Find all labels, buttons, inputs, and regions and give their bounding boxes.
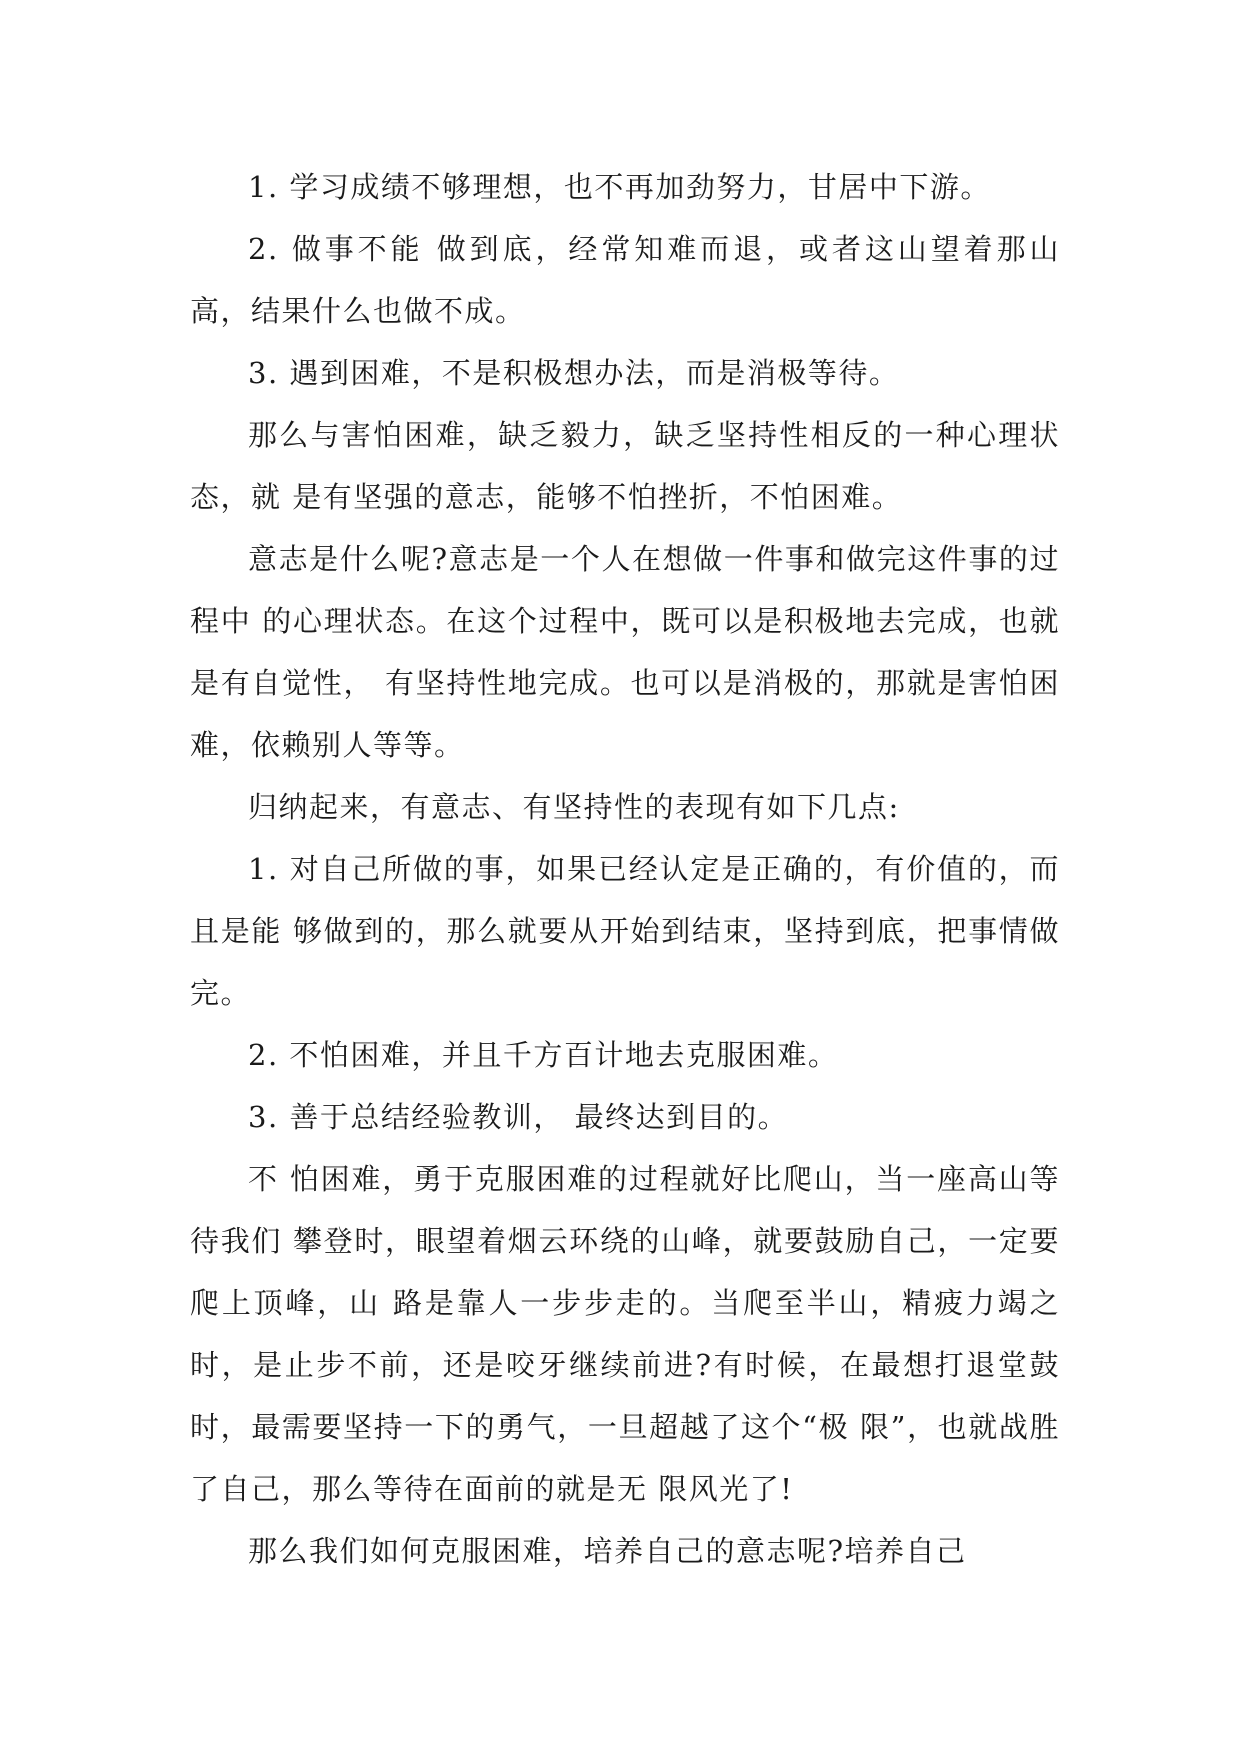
paragraph-7: 1. 对自己所做的事，如果已经认定是正确的，有价值的，而且是能 够做到的，那么就要从开始到结束，坚持到底，把事情做完。 bbox=[190, 852, 1060, 1010]
paragraph-10: 不 怕困难，勇于克服困难的过程就好比爬山，当一座高山等待我们 攀登时，眼望着烟云环绕的山峰，就要鼓励自己，一定要爬上顶峰，山 路是靠人一步步走的。当爬至半山，精疲力竭之时，是止步不前，还是咬牙继续前进?有时候，在最想打退堂鼓时，最需要坚持一下的勇气，一旦超越了这个“极 限”，也就战胜了自己，那么等待在面前的就是无 限风光了! bbox=[190, 1162, 1060, 1506]
paragraph-9: 3. 善于总结经验教训， 最终达到目的。 bbox=[248, 1100, 789, 1134]
paragraph-2: 2. 做事不能 做到底，经常知难而退，或者这山望着那山高，结果什么也做不成。 bbox=[190, 232, 1060, 328]
paragraph-8: 2. 不怕困难，并且千方百计地去克服困难。 bbox=[248, 1038, 839, 1072]
paragraph-1: 1. 学习成绩不够理想，也不再加劲努力，甘居中下游。 bbox=[248, 170, 991, 204]
document-body bbox=[190, 156, 1060, 1582]
paragraph-6: 归纳起来，有意志、有坚持性的表现有如下几点: bbox=[248, 790, 900, 824]
paragraph-5: 意志是什么呢?意志是一个人在想做一件事和做完这件事的过程中 的心理状态。在这个过程中，既可以是积极地去完成，也就是有自觉性， 有坚持性地完成。也可以是消极的，那就是害怕困难，依赖别人等等。 bbox=[190, 542, 1060, 762]
paragraph-11: 那么我们如何克服困难，培养自己的意志呢?培养自己 bbox=[248, 1534, 967, 1568]
paragraph-4: 那么与害怕困难，缺乏毅力，缺乏坚持性相反的一种心理状态，就 是有坚强的意志，能够不怕挫折，不怕困难。 bbox=[190, 418, 1060, 514]
paragraph-3: 3. 遇到困难，不是积极想办法，而是消极等待。 bbox=[248, 356, 900, 390]
